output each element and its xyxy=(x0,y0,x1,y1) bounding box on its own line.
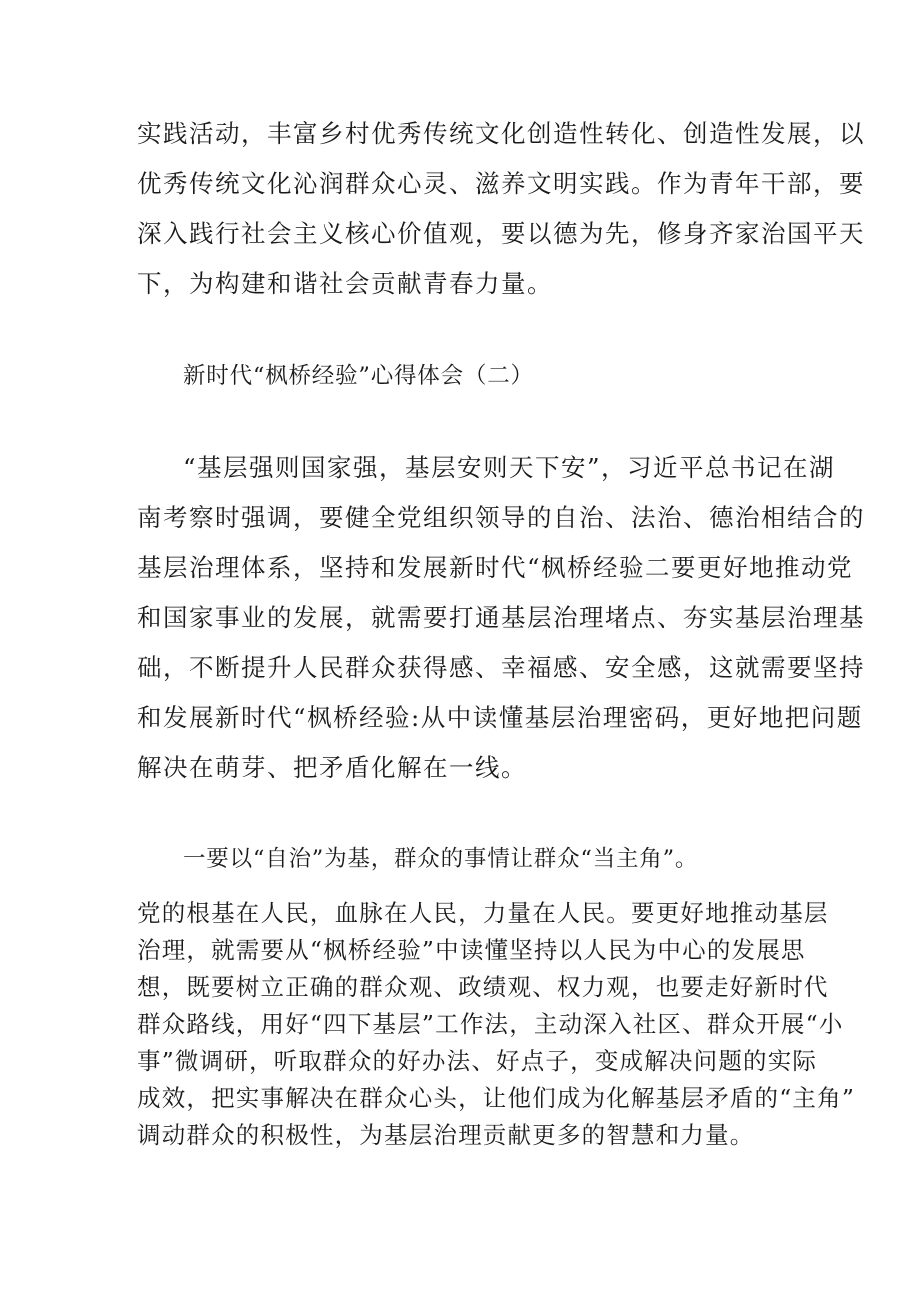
paragraph-3-line-7: 调动群众的积极性，为基层治理贡献更多的智慧和力量。 xyxy=(137,1121,755,1149)
paragraph-3-line-3: 想，既要树立正确的群众观、政绩观、权力观，也要走好新时代 xyxy=(137,973,829,1001)
paragraph-3-line-1: 党的根基在人民，血脉在人民，力量在人民。要更好地推动基层 xyxy=(137,899,829,927)
paragraph-1-line-2: 优秀传统文化沁润群众心灵、滋养文明实践。作为青年干部，要 xyxy=(137,169,865,198)
paragraph-2-line-4: 和国家事业的发展，就需要打通基层治理堵点、夯实基层治理基 xyxy=(137,603,865,632)
subheading: 一要以“自治”为基，群众的事情让群众“当主角”。 xyxy=(183,846,699,872)
paragraph-1-line-3: 深入践行社会主义核心价值观，要以德为先，修身齐家治国平天 xyxy=(137,219,865,248)
paragraph-3-line-4: 群众路线，用好“四下基层”工作法，主动深入社区、群众开展“小 xyxy=(137,1010,844,1038)
paragraph-2-line-6: 和发展新时代“枫桥经验:从中读懂基层治理密码，更好地把问题 xyxy=(137,703,863,732)
paragraph-2-line-7: 解决在萌芽、把矛盾化解在一线。 xyxy=(137,753,527,782)
paragraph-2-line-5: 础，不断提升人民群众获得感、幸福感、安全感，这就需要坚持 xyxy=(137,653,865,682)
section-title: 新时代“枫桥经验”心得体会（二） xyxy=(183,363,534,389)
paragraph-2-line-1: “基层强则国家强，基层安则天下安”，习近平总书记在湖 xyxy=(183,453,836,482)
paragraph-1-line-4: 下，为构建和谐社会贡献青春力量。 xyxy=(137,269,553,298)
paragraph-3-line-6: 成效，把实事解决在群众心头，让他们成为化解基层矛盾的“主角” xyxy=(137,1084,856,1112)
paragraph-3-line-5: 事”微调研，听取群众的好办法、好点子，变成解决问题的实际 xyxy=(137,1047,818,1075)
paragraph-2-line-2: 南考察时强调，要健全党组织领导的自治、法治、德治相结合的 xyxy=(137,503,865,532)
paragraph-2-line-3: 基层治理体系，坚持和发展新时代“枫桥经验二要更好地推动党 xyxy=(137,553,854,582)
paragraph-1-line-1: 实践活动，丰富乡村优秀传统文化创造性转化、创造性发展，以 xyxy=(137,119,865,148)
paragraph-3-line-2: 治理，就需要从“枫桥经验”中读懂坚持以人民为中心的发展思 xyxy=(137,936,806,964)
